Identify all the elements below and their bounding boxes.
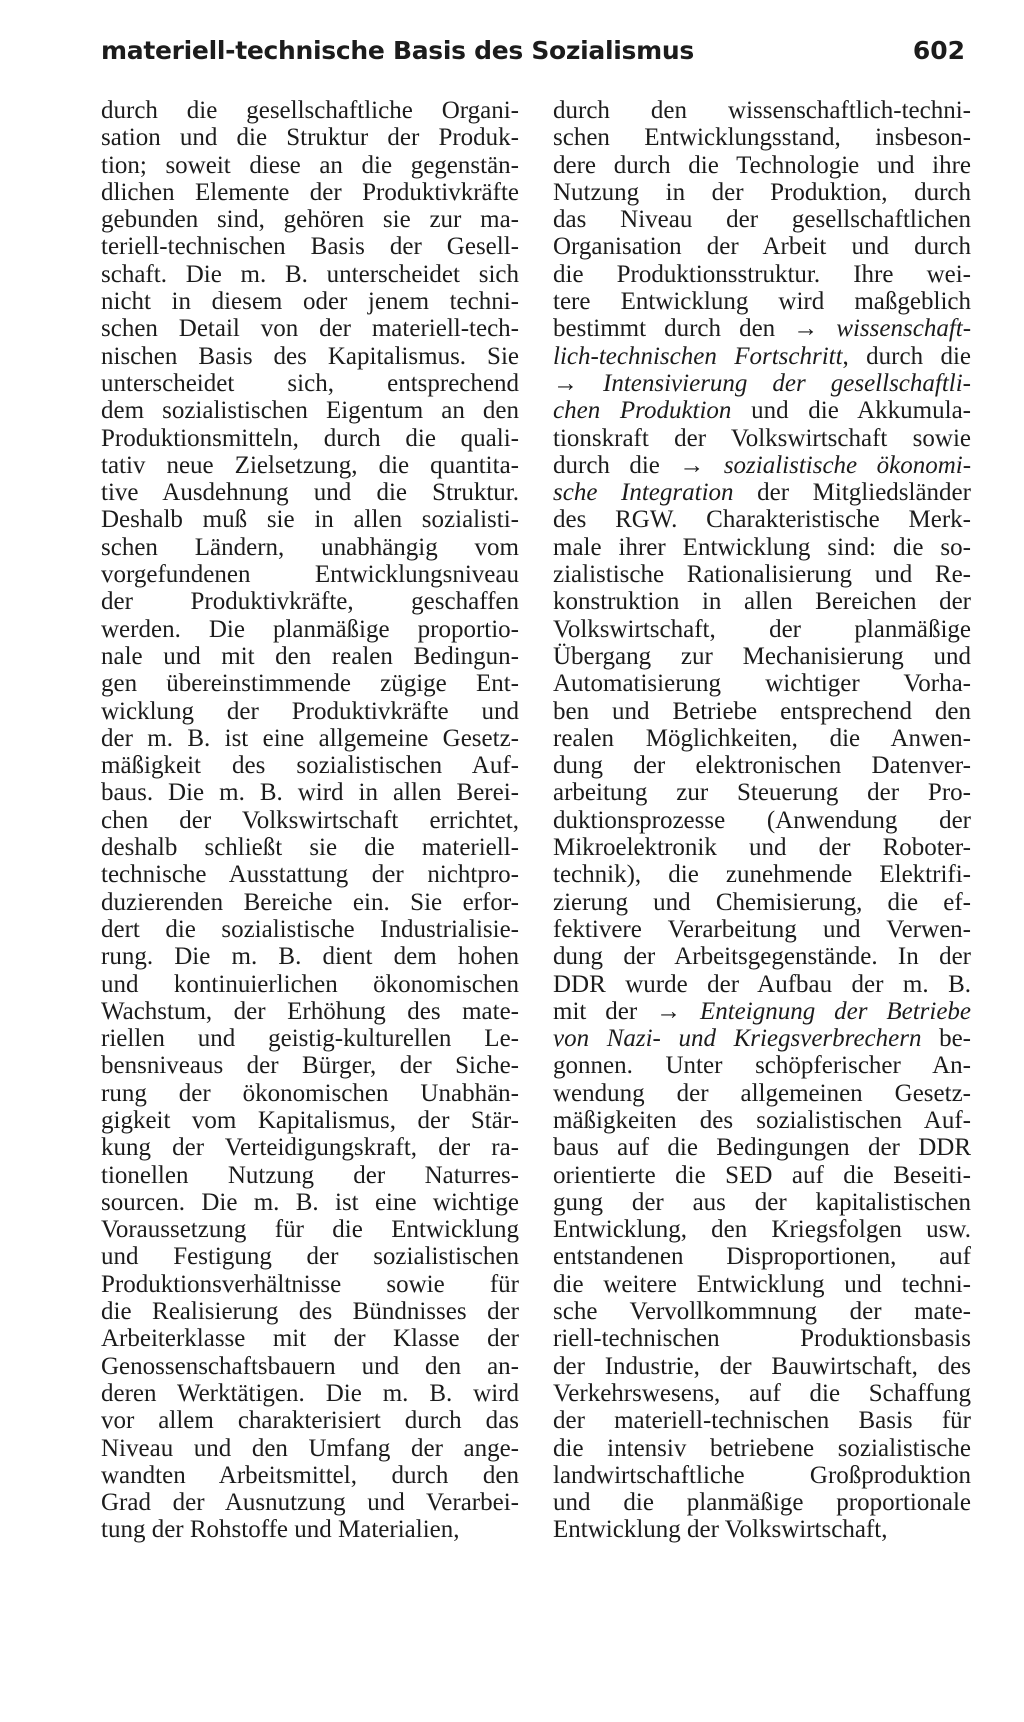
cross-reference-link[interactable]: Intensivierung der gesellschaftli-	[603, 369, 972, 397]
text-line: vorgefundenen Entwicklungsniveau	[101, 561, 519, 589]
text-line: und kontinuierlichen ökonomischen	[101, 970, 519, 998]
text-line: das Niveau der gesellschaftlichen	[553, 206, 971, 234]
text-line: arbeitung zur Steuerung der Pro-	[553, 779, 971, 807]
page-header	[101, 36, 965, 76]
text-line	[553, 397, 971, 424]
running-head: materiell-technische Basis des Sozialismus	[101, 36, 694, 65]
text-line: tion; soweit diese an die gegenstän-	[101, 151, 519, 179]
cross-reference-arrow-icon: →	[553, 369, 578, 397]
text-line: Grad der Ausnutzung und Verarbei-	[101, 1489, 519, 1517]
text-line: dlichen Elemente der Produktivkräfte	[101, 178, 519, 206]
text-line	[553, 370, 971, 397]
text-line: nale und mit den realen Bedingun-	[101, 642, 519, 670]
text-line: deshalb schließt sie die materiell-	[101, 834, 519, 862]
text-line: gonnen. Unter schöpferischer An-	[553, 1052, 971, 1080]
text-line: sation und die Struktur der Produk-	[101, 124, 519, 152]
text-line: gigkeit vom Kapitalismus, der Stär-	[101, 1106, 519, 1134]
text-line: vor allem charakterisiert durch das	[101, 1407, 519, 1435]
text-line: rung. Die m. B. dient dem hohen	[101, 943, 519, 971]
cross-reference-link[interactable]: wissenschaft-	[836, 315, 972, 343]
text-line: dung der elektronischen Datenver-	[553, 752, 971, 780]
text-line: Arbeiterklasse mit der Klasse der	[101, 1325, 519, 1353]
text-line: dung der Arbeitsgegenstände. In der	[553, 943, 971, 971]
text-line: realen Möglichkeiten, die Anwen-	[553, 724, 971, 752]
cross-reference-arrow-icon: →	[679, 451, 705, 479]
text-fragment: mit der	[553, 997, 638, 1025]
text-line: mäßigkeit des sozialistischen Auf-	[101, 752, 519, 780]
cross-reference-link[interactable]: lich-technischen Fortschritt	[553, 342, 843, 370]
text-line: schen Entwicklungsstand, insbeson-	[553, 124, 971, 152]
text-line: nicht in diesem oder jenem techni-	[101, 288, 519, 316]
text-line: der Industrie, der Bauwirtschaft, des	[553, 1352, 971, 1380]
text-line	[553, 998, 971, 1025]
text-line: riellen und geistig-kulturellen Le-	[101, 1025, 519, 1053]
text-line: durch die gesellschaftliche Organi-	[101, 97, 519, 124]
text-line: tung der Rohstoffe und Materialien,	[101, 1516, 460, 1544]
text-line: bensniveaus der Bürger, der Siche-	[101, 1052, 519, 1080]
text-line: Übergang zur Mechanisierung und	[553, 642, 971, 670]
text-line: baus. Die m. B. wird in allen Berei-	[101, 779, 519, 807]
text-fragment: durch die	[553, 451, 660, 479]
text-line: tionskraft der Volkswirtschaft sowie	[553, 424, 971, 452]
cross-reference-link[interactable]: Enteignung der Betriebe	[699, 997, 972, 1025]
text-fragment: bestimmt durch den	[553, 315, 776, 343]
text-line: Volkswirtschaft, der planmäßige	[553, 615, 971, 643]
text-line: orientierte die SED auf die Beseiti-	[553, 1161, 971, 1189]
text-line: gebunden sind, gehören sie zur ma-	[101, 206, 519, 234]
text-line: der m. B. ist eine allgemeine Gesetz-	[101, 724, 519, 752]
text-line: schaft. Die m. B. unterscheidet sich	[101, 260, 519, 288]
text-line	[553, 1025, 971, 1052]
cross-reference-arrow-icon: →	[656, 997, 682, 1025]
text-line: dem sozialistischen Eigentum an den	[101, 397, 519, 425]
text-line: tativ neue Zielsetzung, die quantita-	[101, 451, 519, 479]
text-fragment: be-	[921, 1025, 972, 1053]
text-line: die intensiv betriebene sozialistische	[553, 1434, 971, 1462]
text-line: kung der Verteidigungskraft, der ra-	[101, 1134, 519, 1162]
right-column	[553, 97, 971, 1544]
text-line: gen übereinstimmende zügige Ent-	[101, 670, 519, 698]
cross-reference-link[interactable]: chen Produktion	[553, 397, 732, 425]
cross-reference-link[interactable]: sozialistische ökonomi-	[723, 451, 972, 479]
text-line: wendung der allgemeinen Gesetz-	[553, 1079, 971, 1107]
text-line: ben und Betriebe entsprechend den	[553, 697, 971, 725]
text-line: baus auf die Bedingungen der DDR	[553, 1134, 971, 1162]
text-line: die Produktionsstruktur. Ihre wei-	[553, 260, 971, 288]
text-fragment: und die Akkumula-	[731, 397, 971, 425]
text-line: duktionsprozesse (Anwendung der	[553, 806, 971, 834]
text-line: werden. Die planmäßige proportio-	[101, 615, 519, 643]
text-line: unterscheidet sich, entsprechend	[101, 369, 519, 397]
text-line: des RGW. Charakteristische Merk-	[553, 506, 971, 534]
text-line: Organisation der Arbeit und durch	[553, 233, 971, 261]
text-line: tive Ausdehnung und die Struktur.	[101, 479, 519, 507]
text-line	[553, 479, 971, 506]
text-line: schen Detail von der materiell-tech-	[101, 315, 519, 343]
text-line: Automatisierung wichtiger Vorha-	[553, 670, 971, 698]
text-line: Niveau und den Umfang der ange-	[101, 1434, 519, 1462]
text-line: tere Entwicklung wird maßgeblich	[553, 288, 971, 316]
text-line: mäßigkeiten des sozialistischen Auf-	[553, 1106, 971, 1134]
text-line: DDR wurde der Aufbau der m. B.	[553, 970, 971, 998]
text-line: entstandenen Disproportionen, auf	[553, 1243, 971, 1271]
text-line: sche Vervollkommnung der mate-	[553, 1298, 971, 1326]
text-line: technische Ausstattung der nichtpro-	[101, 861, 519, 889]
left-column	[101, 97, 519, 1544]
text-line: Genossenschaftsbauern und den an-	[101, 1352, 519, 1380]
text-line: technik), die zunehmende Elektrifi-	[553, 861, 971, 889]
text-line: Mikroelektronik und der Roboter-	[553, 834, 971, 862]
text-line: wicklung der Produktivkräfte und	[101, 697, 519, 725]
text-line: teriell-technischen Basis der Gesell-	[101, 233, 519, 261]
text-line: Verkehrswesens, auf die Schaffung	[553, 1379, 971, 1407]
text-line: Produktionsmitteln, durch die quali-	[101, 424, 519, 452]
text-line: schen Ländern, unabhängig vom	[101, 533, 519, 561]
text-line: duzierenden Bereiche ein. Sie erfor-	[101, 888, 519, 916]
text-line	[553, 315, 971, 342]
text-line: rung der ökonomischen Unabhän-	[101, 1079, 519, 1107]
text-line: chen der Volkswirtschaft errichtet,	[101, 806, 519, 834]
text-line: und Festigung der sozialistischen	[101, 1243, 519, 1271]
text-line	[553, 452, 971, 479]
cross-reference-arrow-icon: →	[793, 315, 819, 343]
cross-reference-link[interactable]: sche Integration	[553, 479, 734, 507]
text-line: dere durch die Technologie und ihre	[553, 151, 971, 179]
text-line: deren Werktätigen. Die m. B. wird	[101, 1379, 519, 1407]
text-line: Produktionsverhältnisse sowie für	[101, 1270, 519, 1298]
text-line	[553, 343, 971, 370]
text-line: die weitere Entwicklung und techni-	[553, 1270, 971, 1298]
text-line: Nutzung in der Produktion, durch	[553, 178, 971, 206]
text-line: male ihrer Entwicklung sind: die so-	[553, 533, 971, 561]
text-fragment: , durch die	[842, 342, 971, 370]
text-line: durch den wissenschaftlich-techni-	[553, 97, 971, 124]
text-line: konstruktion in allen Bereichen der	[553, 588, 971, 616]
text-line: tionellen Nutzung der Naturres-	[101, 1161, 519, 1189]
text-line: wandten Arbeitsmittel, durch den	[101, 1461, 519, 1489]
page-number: 602	[912, 36, 965, 65]
text-line: Deshalb muß sie in allen sozialisti-	[101, 506, 519, 534]
text-line: fektivere Verarbeitung und Verwen-	[553, 915, 971, 943]
text-line: der materiell-technischen Basis für	[553, 1407, 971, 1435]
text-fragment: der Mitgliedsländer	[733, 479, 971, 507]
text-line: riell-technischen Produktionsbasis	[553, 1325, 971, 1353]
text-line: der Produktivkräfte, geschaffen	[101, 588, 519, 616]
text-line: Entwicklung der Volkswirtschaft,	[553, 1516, 888, 1544]
text-line: und die planmäßige proportionale	[553, 1489, 971, 1517]
text-line: gung der aus der kapitalistischen	[553, 1188, 971, 1216]
text-line: die Realisierung des Bündnisses der	[101, 1298, 519, 1326]
text-line: zialistische Rationalisierung und Re-	[553, 561, 971, 589]
text-line: sourcen. Die m. B. ist eine wichtige	[101, 1188, 519, 1216]
text-line: landwirtschaftliche Großproduktion	[553, 1461, 971, 1489]
text-line: zierung und Chemisierung, die ef-	[553, 888, 971, 916]
cross-reference-link[interactable]: von Nazi- und Kriegsverbrechern	[553, 1025, 922, 1053]
text-line: nischen Basis des Kapitalismus. Sie	[101, 342, 519, 370]
text-line: Entwicklung, den Kriegsfolgen usw.	[553, 1216, 971, 1244]
text-line: Wachstum, der Erhöhung des mate-	[101, 997, 519, 1025]
text-line: Voraussetzung für die Entwicklung	[101, 1216, 519, 1244]
text-line: dert die sozialistische Industrialisie-	[101, 915, 519, 943]
